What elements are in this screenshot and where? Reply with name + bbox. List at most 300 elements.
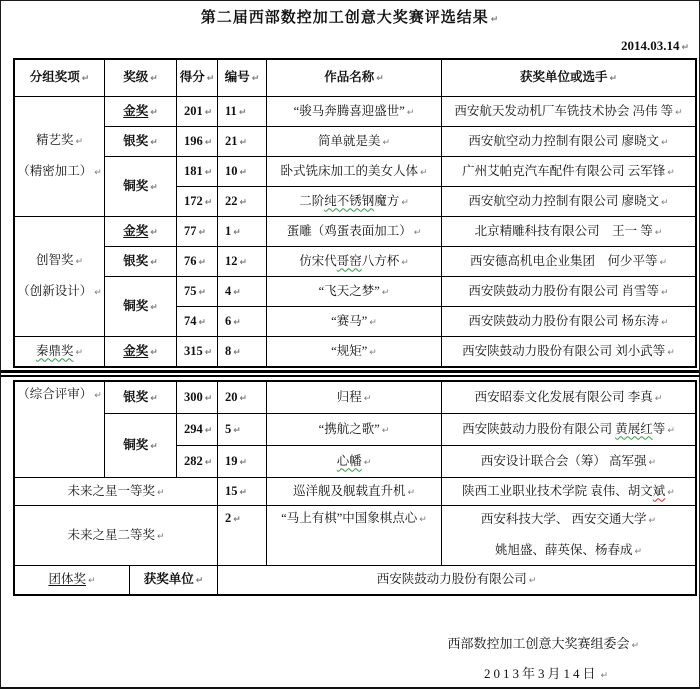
cell-line xyxy=(36,133,83,149)
entry-no xyxy=(218,157,266,186)
work-title xyxy=(267,97,441,126)
cell-line xyxy=(470,254,667,270)
paragraph-mark-icon: ↵ xyxy=(609,74,618,85)
entry-no xyxy=(218,97,266,126)
cell-text: 创智奖 xyxy=(35,253,74,268)
paragraph-mark-icon: ↵ xyxy=(238,107,247,118)
cell-text: 铜奖 xyxy=(123,178,149,193)
cell-text: 编号 xyxy=(224,70,250,85)
cell-text: 姚旭盛、薛英保、杨春成 xyxy=(494,543,633,557)
cell-line xyxy=(36,344,83,360)
cell-line xyxy=(225,194,247,210)
award-level-silver xyxy=(105,127,176,156)
paragraph-mark-icon: ↵ xyxy=(204,425,213,436)
cell-line xyxy=(287,224,422,240)
cell-line xyxy=(454,104,682,120)
paragraph-mark-icon: ↵ xyxy=(239,167,248,178)
entry-no xyxy=(218,446,266,477)
cell-text: 二阶纯不锈钢魔方 xyxy=(299,193,400,208)
score xyxy=(177,414,217,445)
cell-line xyxy=(495,543,642,559)
cell-text: 西安陕鼓动力股份有限公司 xyxy=(376,572,527,587)
paragraph-mark-icon: ↵ xyxy=(654,393,663,404)
entry-no xyxy=(218,506,266,565)
cell-text: 简单就是美 xyxy=(317,133,381,148)
paragraph-mark-icon: ↵ xyxy=(382,137,391,148)
score xyxy=(177,217,217,246)
cell-text: 76 xyxy=(184,253,197,268)
paragraph-mark-icon: ↵ xyxy=(401,197,409,208)
cell-line xyxy=(184,164,212,180)
cell-line xyxy=(184,284,206,300)
signature-date-text: 2013年3月14日 xyxy=(483,666,599,681)
work-title xyxy=(267,414,441,445)
cell-text: 作品名称 xyxy=(324,70,375,85)
paragraph-mark-icon: ↵ xyxy=(233,227,241,238)
cell-text: 银奖 xyxy=(123,389,149,404)
cell-line xyxy=(123,179,158,195)
cell-text: 西安昭泰文化发展有限公司 李真 xyxy=(474,389,653,404)
cell-text: 铜奖 xyxy=(123,298,149,313)
paragraph-mark-icon: ↵ xyxy=(150,227,158,238)
cell-text: “骏马奔腾喜迎盛世” xyxy=(293,103,405,118)
paragraph-mark-icon: ↵ xyxy=(413,227,422,238)
cell-text: （精密加工） xyxy=(17,164,93,178)
paragraph-mark-icon: ↵ xyxy=(600,671,611,681)
award-level-bronze xyxy=(105,157,176,216)
signature-date xyxy=(484,663,611,682)
page-break-line-top xyxy=(1,370,699,373)
cell-line xyxy=(184,390,212,406)
cell-text: 团体奖 xyxy=(48,572,86,587)
cell-line xyxy=(123,70,158,86)
cell-line xyxy=(225,484,247,500)
header-work-title xyxy=(267,60,441,96)
entry-no xyxy=(218,127,266,156)
paragraph-mark-icon: ↵ xyxy=(204,167,213,178)
cell-line xyxy=(462,484,675,500)
paragraph-mark-icon: ↵ xyxy=(204,197,213,208)
winner xyxy=(442,277,695,306)
entry-no xyxy=(218,307,266,336)
cell-line xyxy=(123,438,158,454)
cell-text: “规矩” xyxy=(331,343,368,358)
page-break-line-bottom xyxy=(1,375,699,377)
cell-line xyxy=(468,284,668,300)
score xyxy=(177,187,217,216)
cell-text: 金奖 xyxy=(123,103,149,118)
cell-line xyxy=(123,134,158,150)
paragraph-mark-icon: ↵ xyxy=(233,317,241,328)
award-future-star-1 xyxy=(15,478,217,505)
cell-text: 归程 xyxy=(336,389,362,404)
paragraph-mark-icon: ↵ xyxy=(667,347,675,358)
cell-text: 银奖 xyxy=(123,133,149,148)
cell-text: 仿宋代哥窑八方杯 xyxy=(299,253,400,268)
paragraph-mark-icon: ↵ xyxy=(381,425,390,436)
paragraph-mark-icon: ↵ xyxy=(406,107,415,118)
cell-text: 精艺奖 xyxy=(35,133,74,148)
cell-text: 201 xyxy=(184,103,203,118)
paragraph-mark-icon: ↵ xyxy=(239,137,248,148)
group-label-qinding xyxy=(15,337,104,366)
work-title xyxy=(267,307,441,336)
cell-line xyxy=(319,284,390,300)
cell-text: （创新设计） xyxy=(17,284,93,298)
cell-text: （综合评审） xyxy=(17,387,93,401)
winner xyxy=(442,478,695,505)
cell-line xyxy=(225,511,241,527)
work-title xyxy=(267,446,441,477)
cell-text: 294 xyxy=(184,421,203,436)
cell-line xyxy=(319,422,390,438)
cell-line xyxy=(225,224,241,240)
cell-text: “携航之歌” xyxy=(318,421,380,436)
paragraph-mark-icon: ↵ xyxy=(239,457,248,468)
entry-no xyxy=(218,187,266,216)
paragraph-mark-icon: ↵ xyxy=(150,74,158,85)
page-title-text: 第二届西部数控加工创意大奖赛评选结果 xyxy=(200,10,489,26)
cell-text: 4 xyxy=(225,283,232,298)
score xyxy=(177,307,217,336)
paragraph-mark-icon: ↵ xyxy=(631,641,639,651)
paragraph-mark-icon: ↵ xyxy=(204,137,213,148)
winner xyxy=(442,382,695,413)
award-level-gold xyxy=(105,97,176,126)
cell-line xyxy=(67,484,164,500)
winner xyxy=(442,217,695,246)
cell-text: 22 xyxy=(225,193,238,208)
paragraph-mark-icon: ↵ xyxy=(198,257,207,268)
cell-line xyxy=(462,422,675,438)
award-future-star-2 xyxy=(15,506,217,565)
paragraph-mark-icon: ↵ xyxy=(659,257,668,268)
cell-line xyxy=(462,164,675,180)
entry-no xyxy=(218,382,266,413)
cell-line xyxy=(184,422,212,438)
cell-text: 未来之星二等奖 xyxy=(67,527,155,542)
cell-text: 77 xyxy=(184,223,197,238)
cell-text: 心幡 xyxy=(336,453,362,468)
cell-text: 未来之星一等奖 xyxy=(67,483,155,498)
cell-line xyxy=(184,454,212,470)
cell-text: 西安设计联合会（筹） 高军强 xyxy=(480,453,647,468)
score xyxy=(177,157,217,186)
cell-text: 得分 xyxy=(179,70,205,85)
cell-text: 19 xyxy=(225,453,238,468)
cell-text: 196 xyxy=(184,133,203,148)
cell-line xyxy=(17,164,102,180)
cell-line xyxy=(225,134,247,150)
paragraph-mark-icon: ↵ xyxy=(661,197,669,208)
winner xyxy=(442,127,695,156)
signature-committee xyxy=(447,633,639,652)
cell-line xyxy=(184,314,206,330)
header-group xyxy=(15,60,104,96)
cell-line xyxy=(184,194,212,210)
entry-no xyxy=(218,247,266,276)
cell-line xyxy=(293,484,415,500)
cell-text: 8 xyxy=(225,343,232,358)
cell-text: 金奖 xyxy=(123,343,149,358)
entry-no xyxy=(218,414,266,445)
cell-line xyxy=(299,254,409,270)
award-team xyxy=(15,566,129,594)
paragraph-mark-icon: ↵ xyxy=(150,347,158,358)
score xyxy=(177,337,217,366)
entry-no xyxy=(218,277,266,306)
paragraph-mark-icon: ↵ xyxy=(87,576,96,587)
group-label-zonghe xyxy=(15,382,104,477)
paragraph-mark-icon: ↵ xyxy=(204,107,213,118)
winner xyxy=(442,446,695,477)
winner xyxy=(442,187,695,216)
page-break-divider xyxy=(1,370,699,377)
cell-text: 15 xyxy=(225,483,238,498)
cell-text: 巡洋舰及舰载直升机 xyxy=(292,483,406,498)
cell-text: 奖级 xyxy=(123,70,149,85)
cell-line xyxy=(184,254,206,270)
paragraph-mark-icon: ↵ xyxy=(239,393,248,404)
work-title xyxy=(267,478,441,505)
cell-line xyxy=(225,104,246,120)
score xyxy=(177,127,217,156)
cell-line xyxy=(520,70,617,86)
cell-line xyxy=(225,390,247,406)
cell-text: 315 xyxy=(184,343,203,358)
cell-line xyxy=(123,299,158,315)
cell-line xyxy=(331,314,377,330)
paragraph-mark-icon: ↵ xyxy=(239,487,248,498)
cell-text: 金奖 xyxy=(123,223,149,238)
cell-text: 陕西工业职业技术学院 袁伟、胡文斌 xyxy=(462,483,666,498)
cell-text: 西安陕鼓动力股份有限公司 杨东涛 xyxy=(468,313,660,328)
paragraph-mark-icon: ↵ xyxy=(233,515,241,525)
winner xyxy=(442,247,695,276)
cell-line xyxy=(184,104,212,120)
paragraph-mark-icon: ↵ xyxy=(239,197,248,208)
cell-text: 181 xyxy=(184,163,203,178)
cell-line xyxy=(123,344,158,360)
paragraph-mark-icon: ↵ xyxy=(661,137,669,148)
paragraph-mark-icon: ↵ xyxy=(369,347,377,358)
winner xyxy=(442,97,695,126)
winner xyxy=(442,414,695,445)
work-title xyxy=(267,247,441,276)
paragraph-mark-icon: ↵ xyxy=(198,227,207,238)
paragraph-mark-icon: ↵ xyxy=(94,391,102,401)
paragraph-mark-icon: ↵ xyxy=(233,287,241,298)
cell-text: 282 xyxy=(184,453,203,468)
paragraph-mark-icon: ↵ xyxy=(419,167,428,178)
award-level-silver xyxy=(105,247,176,276)
paragraph-mark-icon: ↵ xyxy=(204,393,213,404)
paragraph-mark-icon: ↵ xyxy=(363,457,372,468)
cell-line xyxy=(481,512,656,528)
paragraph-mark-icon: ↵ xyxy=(204,457,213,468)
paragraph-mark-icon: ↵ xyxy=(648,516,657,527)
cell-line xyxy=(337,454,372,470)
entry-no xyxy=(218,217,266,246)
cell-text: 12 xyxy=(225,253,238,268)
paragraph-mark-icon: ↵ xyxy=(94,168,102,178)
work-title xyxy=(267,337,441,366)
cell-text: 5 xyxy=(225,421,232,436)
paragraph-mark-icon: ↵ xyxy=(419,515,427,525)
cell-line xyxy=(30,70,90,86)
paragraph-mark-icon: ↵ xyxy=(528,576,537,587)
results-table-part1 xyxy=(13,58,697,368)
cell-line xyxy=(337,390,372,406)
work-title xyxy=(267,217,441,246)
cell-line xyxy=(468,314,668,330)
cell-line xyxy=(280,164,427,180)
paragraph-mark-icon: ↵ xyxy=(401,257,409,268)
cell-text: 300 xyxy=(184,389,203,404)
cell-text: 西安德高机电企业集团 何少平等 xyxy=(469,253,658,268)
paragraph-mark-icon: ↵ xyxy=(667,425,675,436)
paragraph-mark-icon: ↵ xyxy=(654,227,663,238)
paragraph-mark-icon: ↵ xyxy=(490,15,500,25)
results-table-part2 xyxy=(13,380,697,596)
cell-line xyxy=(468,194,668,210)
cell-text: 西安科技大学、 西安交通大学 xyxy=(480,512,647,527)
paragraph-mark-icon: ↵ xyxy=(150,441,158,452)
award-level-bronze xyxy=(105,414,176,477)
paragraph-mark-icon: ↵ xyxy=(150,107,158,118)
cell-text: 20 xyxy=(225,389,238,404)
cell-line xyxy=(144,572,204,588)
paragraph-mark-icon: ↵ xyxy=(94,288,102,298)
header-date xyxy=(621,38,689,54)
paragraph-mark-icon: ↵ xyxy=(150,257,158,268)
cell-line xyxy=(475,224,663,240)
entry-no xyxy=(218,478,266,505)
cell-text: 北京精雕科技有限公司 王一 等 xyxy=(474,223,653,238)
cell-line xyxy=(180,70,215,86)
paragraph-mark-icon: ↵ xyxy=(75,257,84,268)
work-title xyxy=(267,187,441,216)
cell-text: 75 xyxy=(184,283,197,298)
paragraph-mark-icon: ↵ xyxy=(206,74,215,85)
paragraph-mark-icon: ↵ xyxy=(376,74,384,85)
paragraph-mark-icon: ↵ xyxy=(75,347,84,358)
cell-line xyxy=(294,104,415,120)
cell-line xyxy=(48,572,95,588)
award-level-gold xyxy=(105,217,176,246)
cell-line xyxy=(225,164,247,180)
cell-line xyxy=(17,284,102,300)
paragraph-mark-icon: ↵ xyxy=(81,74,90,85)
paragraph-mark-icon: ↵ xyxy=(363,393,372,404)
cell-text: 西安航空动力控制有限公司 廖晓文 xyxy=(468,193,660,208)
paragraph-mark-icon: ↵ xyxy=(195,576,204,587)
label-winning-unit xyxy=(130,566,217,594)
cell-line xyxy=(184,344,212,360)
group-label-jingyi xyxy=(15,97,104,216)
cell-text: 西安陕鼓动力股份有限公司 肖雪等 xyxy=(468,283,660,298)
paragraph-mark-icon: ↵ xyxy=(251,74,260,85)
paragraph-mark-icon: ↵ xyxy=(675,107,683,118)
cell-line xyxy=(475,390,663,406)
paragraph-mark-icon: ↵ xyxy=(667,167,675,178)
paragraph-mark-icon: ↵ xyxy=(75,137,84,148)
cell-text: 广州艾帕克汽车配件有限公司 云军锋 xyxy=(462,163,666,178)
paragraph-mark-icon: ↵ xyxy=(661,317,669,328)
paragraph-mark-icon: ↵ xyxy=(150,137,158,148)
cell-line xyxy=(225,314,241,330)
cell-line xyxy=(123,104,158,120)
cell-line xyxy=(468,134,668,150)
header-date-text: 2014.03.14 xyxy=(620,38,680,53)
award-level-silver xyxy=(105,382,176,413)
work-title xyxy=(267,382,441,413)
paragraph-mark-icon: ↵ xyxy=(407,487,416,498)
work-title xyxy=(267,127,441,156)
paragraph-mark-icon: ↵ xyxy=(634,547,643,557)
cell-line xyxy=(225,284,241,300)
header-entry-no xyxy=(218,60,266,96)
paragraph-mark-icon: ↵ xyxy=(233,347,241,358)
cell-text: 秦鼎奖 xyxy=(35,343,74,358)
group-label-chuangzhi xyxy=(15,217,104,336)
winner xyxy=(442,157,695,186)
paragraph-mark-icon: ↵ xyxy=(198,287,207,298)
cell-line xyxy=(462,344,675,360)
cell-text: 2 xyxy=(225,511,232,525)
winner xyxy=(442,337,695,366)
cell-line xyxy=(123,254,158,270)
cell-line xyxy=(184,224,206,240)
cell-text: 西安航空动力控制有限公司 廖晓文 xyxy=(468,133,660,148)
paragraph-mark-icon: ↵ xyxy=(369,317,377,328)
cell-text: 银奖 xyxy=(123,253,149,268)
cell-line xyxy=(225,70,260,86)
cell-line xyxy=(299,194,409,210)
header-winner xyxy=(442,60,695,96)
paragraph-mark-icon: ↵ xyxy=(150,302,158,313)
cell-line xyxy=(17,387,102,403)
cell-line xyxy=(225,422,241,438)
paragraph-mark-icon: ↵ xyxy=(239,257,248,268)
cell-text: “马上有棋”中国象棋点心 xyxy=(281,511,418,525)
paragraph-mark-icon: ↵ xyxy=(681,43,689,53)
page-title xyxy=(1,6,699,27)
score xyxy=(177,247,217,276)
entry-no xyxy=(218,337,266,366)
cell-line xyxy=(184,134,212,150)
cell-line xyxy=(67,528,164,544)
team-winner xyxy=(218,566,695,594)
cell-text: 6 xyxy=(225,313,232,328)
score xyxy=(177,446,217,477)
cell-text: 蛋雕（鸡蛋表面加工） xyxy=(286,223,412,238)
cell-text: 分组奖项 xyxy=(29,70,80,85)
cell-line xyxy=(281,511,427,527)
signature-committee-text: 西部数控加工创意大奖赛组委会 xyxy=(447,636,630,651)
cell-text: 1 xyxy=(225,223,232,238)
cell-text: 21 xyxy=(225,133,238,148)
paragraph-mark-icon: ↵ xyxy=(204,347,213,358)
cell-text: 74 xyxy=(184,313,197,328)
cell-line xyxy=(123,224,158,240)
cell-text: 卧式铣床加工的美女人体 xyxy=(280,163,418,178)
paragraph-mark-icon: ↵ xyxy=(156,487,165,498)
cell-text: 西安陕鼓动力股份有限公司 刘小武等 xyxy=(462,343,666,358)
paragraph-mark-icon: ↵ xyxy=(648,457,657,468)
work-title xyxy=(267,506,441,565)
paragraph-mark-icon: ↵ xyxy=(233,425,241,436)
